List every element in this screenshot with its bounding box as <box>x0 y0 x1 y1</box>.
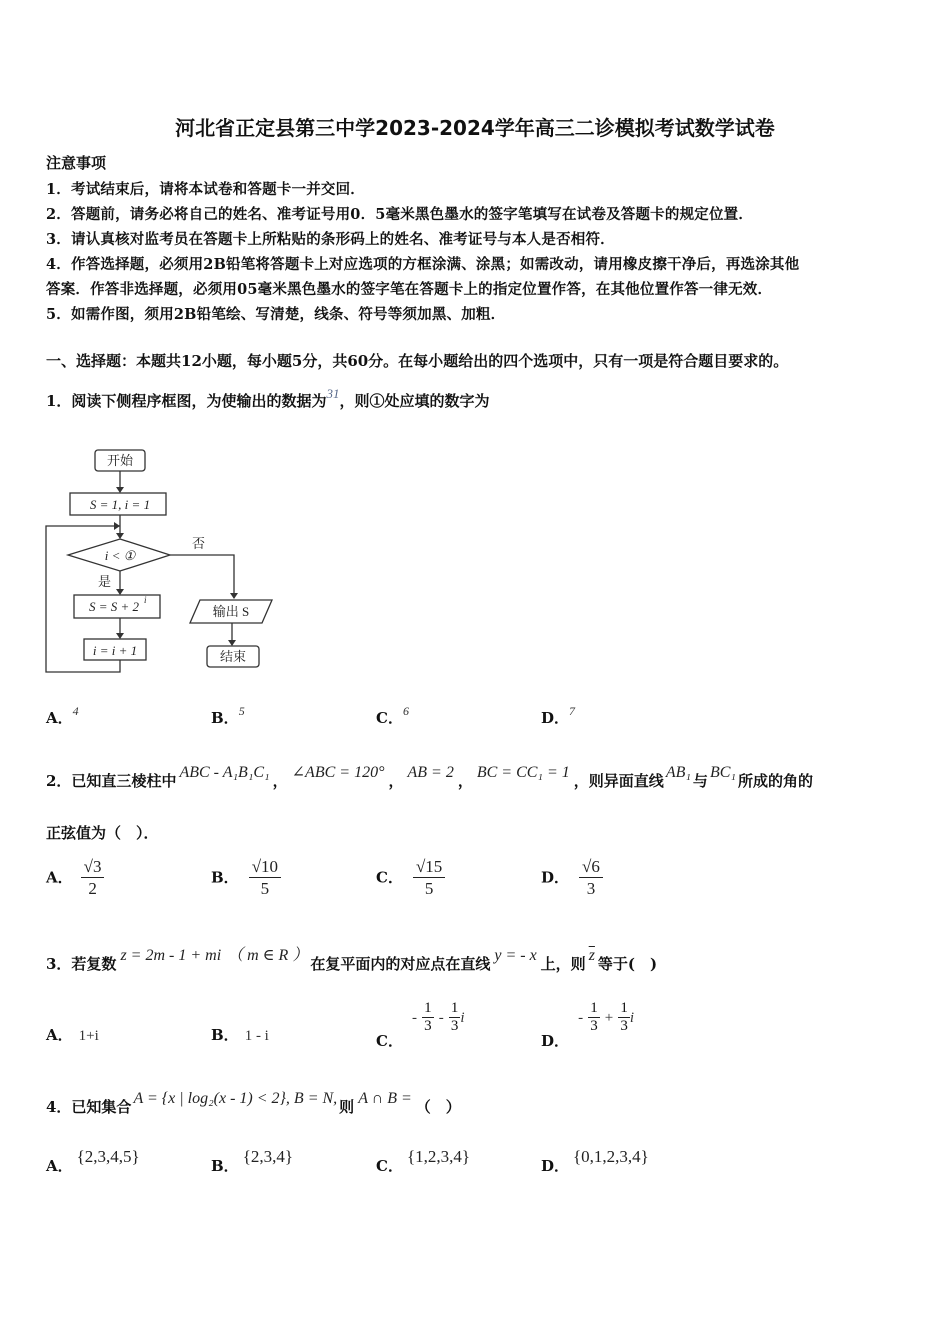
q4-option-b[interactable]: B． {2,3,4} <box>211 1147 294 1175</box>
q1-option-b[interactable]: B．$^5$ <box>211 704 245 727</box>
flow-output-label: 输出 S <box>212 604 250 619</box>
flow-end-label: 结束 <box>219 649 247 664</box>
flow-inc-label: i = i + 1 <box>92 643 138 658</box>
question-3: 3．若复数 z = 2m - 1 + mi （ m ∈ R ） 在复平面内的对应点在直线 y = - x 上，则 $\overline{z}$ 等于( ) <box>46 947 658 973</box>
q2-option-d[interactable]: D． $\frac{√6}{3}$ <box>541 857 603 899</box>
q3-z: z = 2m - 1 + mi <box>120 947 222 964</box>
q3-option-a[interactable]: A． 1+i <box>46 1026 99 1044</box>
q3-option-d[interactable]: D． - $\frac{1}{3}$ + $\frac{1}{3}i$ <box>541 1000 635 1050</box>
note-item: 5．如需作图，须用2B铅笔绘、写清楚，线条、符号等须加黑、加粗． <box>46 306 506 323</box>
q2-line1: AB₁ <box>665 764 691 781</box>
q2-option-b[interactable]: B． $\frac{√10}{5}$ <box>211 857 281 899</box>
note-item: 1．考试结束后，请将本试卷和答题卡一并交回． <box>46 181 365 198</box>
question-2: 2．已知直三棱柱中 ABC - A₁B₁C₁ ， ∠ABC = 120° ， AB = 2 ， BC = CC₁ = 1 ，则异面直线 AB₁ 与 BC₁ 所成的角的 <box>46 764 813 790</box>
page-title: 河北省正定县第三中学2023-2024学年高三二诊模拟考试数学试卷 <box>175 116 775 140</box>
note-item: 2．答题前，请务必将自己的姓名、准考证号用0．5毫米黑色墨水的签字笔填写在试卷及答题卡的规定位置． <box>46 206 754 223</box>
flow-yes-label: 是 <box>98 574 112 589</box>
flow-init-label: S = 1, i = 1 <box>89 497 151 512</box>
q2-prism: ABC - A₁B₁C₁ <box>179 764 270 781</box>
q2-bc: BC = CC₁ = 1 <box>476 764 570 781</box>
flow-body-label: S = S + 2 <box>88 599 140 614</box>
q2-ab: AB = 2 <box>407 764 454 781</box>
q4-option-a[interactable]: A． {2,3,4,5} <box>46 1147 140 1175</box>
q1-text: 1．阅读下侧程序框图，为使输出的数据为 <box>46 392 327 410</box>
notes-heading: 注意事项 <box>46 154 107 172</box>
q3-zbar: $\overline{z}$ <box>588 947 595 964</box>
section-heading: 一、选择题：本题共12小题，每小题5分，共60分。在每小题给出的四个选项中，只有一项是符合题目要求的。 <box>46 352 789 370</box>
q4-option-c[interactable]: C． {1,2,3,4} <box>376 1147 471 1175</box>
q4-expr: A = {x | log₂(x - 1) < 2}, B = N, <box>133 1090 338 1107</box>
q2-option-a[interactable]: A． $\frac{√3}{2}$ <box>46 857 104 899</box>
question-2-cont: 正弦值为（ ）． <box>46 824 159 842</box>
q4-inter: A ∩ B = <box>358 1090 412 1107</box>
note-item: 4．作答选择题，必须用2B铅笔将答题卡上对应选项的方框涂满、涂黑；如需改动，请用橡皮擦干净后，再选涂其他 <box>46 256 800 273</box>
note-item: 答案．作答非选择题，必须用05毫米黑色墨水的签字笔在答题卡上的指定位置作答，在其他位置作答一律无效． <box>46 281 773 298</box>
flow-cond-label: i < ① <box>104 548 136 563</box>
q1-option-d[interactable]: D．$^7$ <box>541 704 576 727</box>
question-1 <box>46 386 490 411</box>
q1-option-a[interactable]: A．$^4$ <box>46 704 79 727</box>
q3-cond: （ m ∈ R ） <box>227 947 309 964</box>
q1-value: 31 <box>326 386 340 401</box>
flow-body-sup: i <box>144 595 147 605</box>
q3-option-b[interactable]: B． 1 - i <box>211 1026 269 1044</box>
q1-text-after: ，则①处应填的数字为 <box>339 392 490 410</box>
q2-angle: ∠ABC = 120° <box>291 764 385 781</box>
note-item: 3．请认真核对监考员在答题卡上所粘贴的条形码上的姓名、准考证号与本人是否相符． <box>46 231 615 248</box>
flow-no-label: 否 <box>192 536 206 551</box>
flow-start-label: 开始 <box>106 453 134 468</box>
q3-line: y = - x <box>494 947 537 964</box>
q2-line2: BC₁ <box>709 764 736 781</box>
q2-option-c[interactable]: C． $\frac{√15}{5}$ <box>376 857 445 899</box>
q4-option-d[interactable]: D． {0,1,2,3,4} <box>541 1147 649 1175</box>
q3-option-c[interactable]: C． - $\frac{1}{3}$ - $\frac{1}{3}i$ <box>376 1000 465 1050</box>
q1-option-c[interactable]: C．$^6$ <box>376 704 409 727</box>
question-4: 4．已知集合 A = {x | log₂(x - 1) < 2}, B = N, 则 A ∩ B = （ ） <box>46 1090 461 1116</box>
flowchart <box>40 440 290 680</box>
